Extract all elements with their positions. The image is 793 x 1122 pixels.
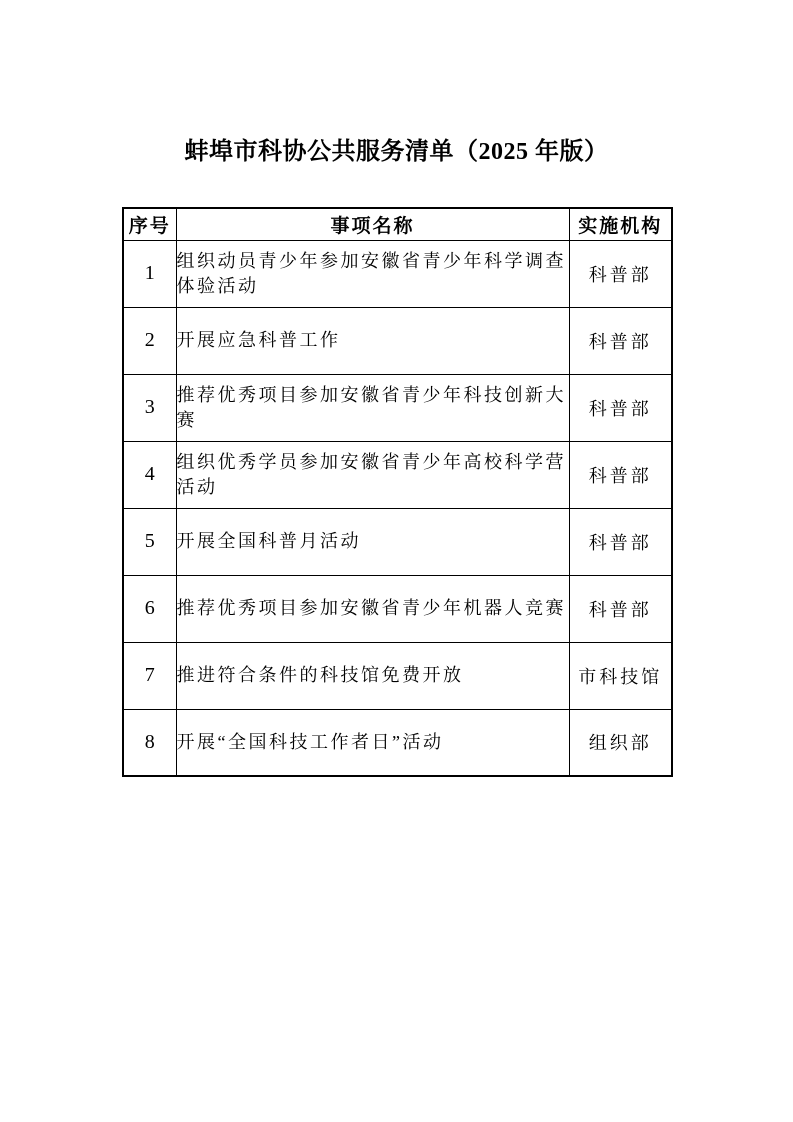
row-item-name: 推荐优秀项目参加安徽省青少年科技创新大赛 (176, 374, 569, 441)
table-row (123, 441, 672, 508)
table-row (123, 240, 672, 307)
row-item-name: 开展全国科普月活动 (176, 508, 569, 575)
row-index: 1 (123, 240, 176, 307)
row-index: 7 (123, 642, 176, 709)
row-index: 2 (123, 307, 176, 374)
row-index: 6 (123, 575, 176, 642)
row-index: 5 (123, 508, 176, 575)
row-org: 科普部 (569, 575, 672, 642)
row-index: 3 (123, 374, 176, 441)
row-item-name: 推进符合条件的科技馆免费开放 (176, 642, 569, 709)
table-row (123, 575, 672, 642)
table-header-row (123, 208, 672, 240)
row-org: 科普部 (569, 307, 672, 374)
row-org: 科普部 (569, 508, 672, 575)
public-service-table (122, 207, 673, 777)
row-item-name: 组织动员青少年参加安徽省青少年科学调查体验活动 (176, 240, 569, 307)
table-row (123, 374, 672, 441)
row-item-name: 推荐优秀项目参加安徽省青少年机器人竞赛 (176, 575, 569, 642)
row-org: 科普部 (569, 374, 672, 441)
row-org: 组织部 (569, 709, 672, 776)
row-item-name: 开展“全国科技工作者日”活动 (176, 709, 569, 776)
header-cell-item-name: 事项名称 (176, 208, 569, 240)
table-row (123, 642, 672, 709)
table-row (123, 709, 672, 776)
row-item-name: 组织优秀学员参加安徽省青少年高校科学营活动 (176, 441, 569, 508)
row-item-name: 开展应急科普工作 (176, 307, 569, 374)
row-index: 8 (123, 709, 176, 776)
row-org: 科普部 (569, 240, 672, 307)
header-cell-index: 序号 (123, 208, 176, 240)
table-row (123, 307, 672, 374)
table-row (123, 508, 672, 575)
row-org: 市科技馆 (569, 642, 672, 709)
row-org: 科普部 (569, 441, 672, 508)
header-cell-org: 实施机构 (569, 208, 672, 240)
page-title: 蚌埠市科协公共服务清单（2025 年版） (184, 139, 609, 165)
row-index: 4 (123, 441, 176, 508)
